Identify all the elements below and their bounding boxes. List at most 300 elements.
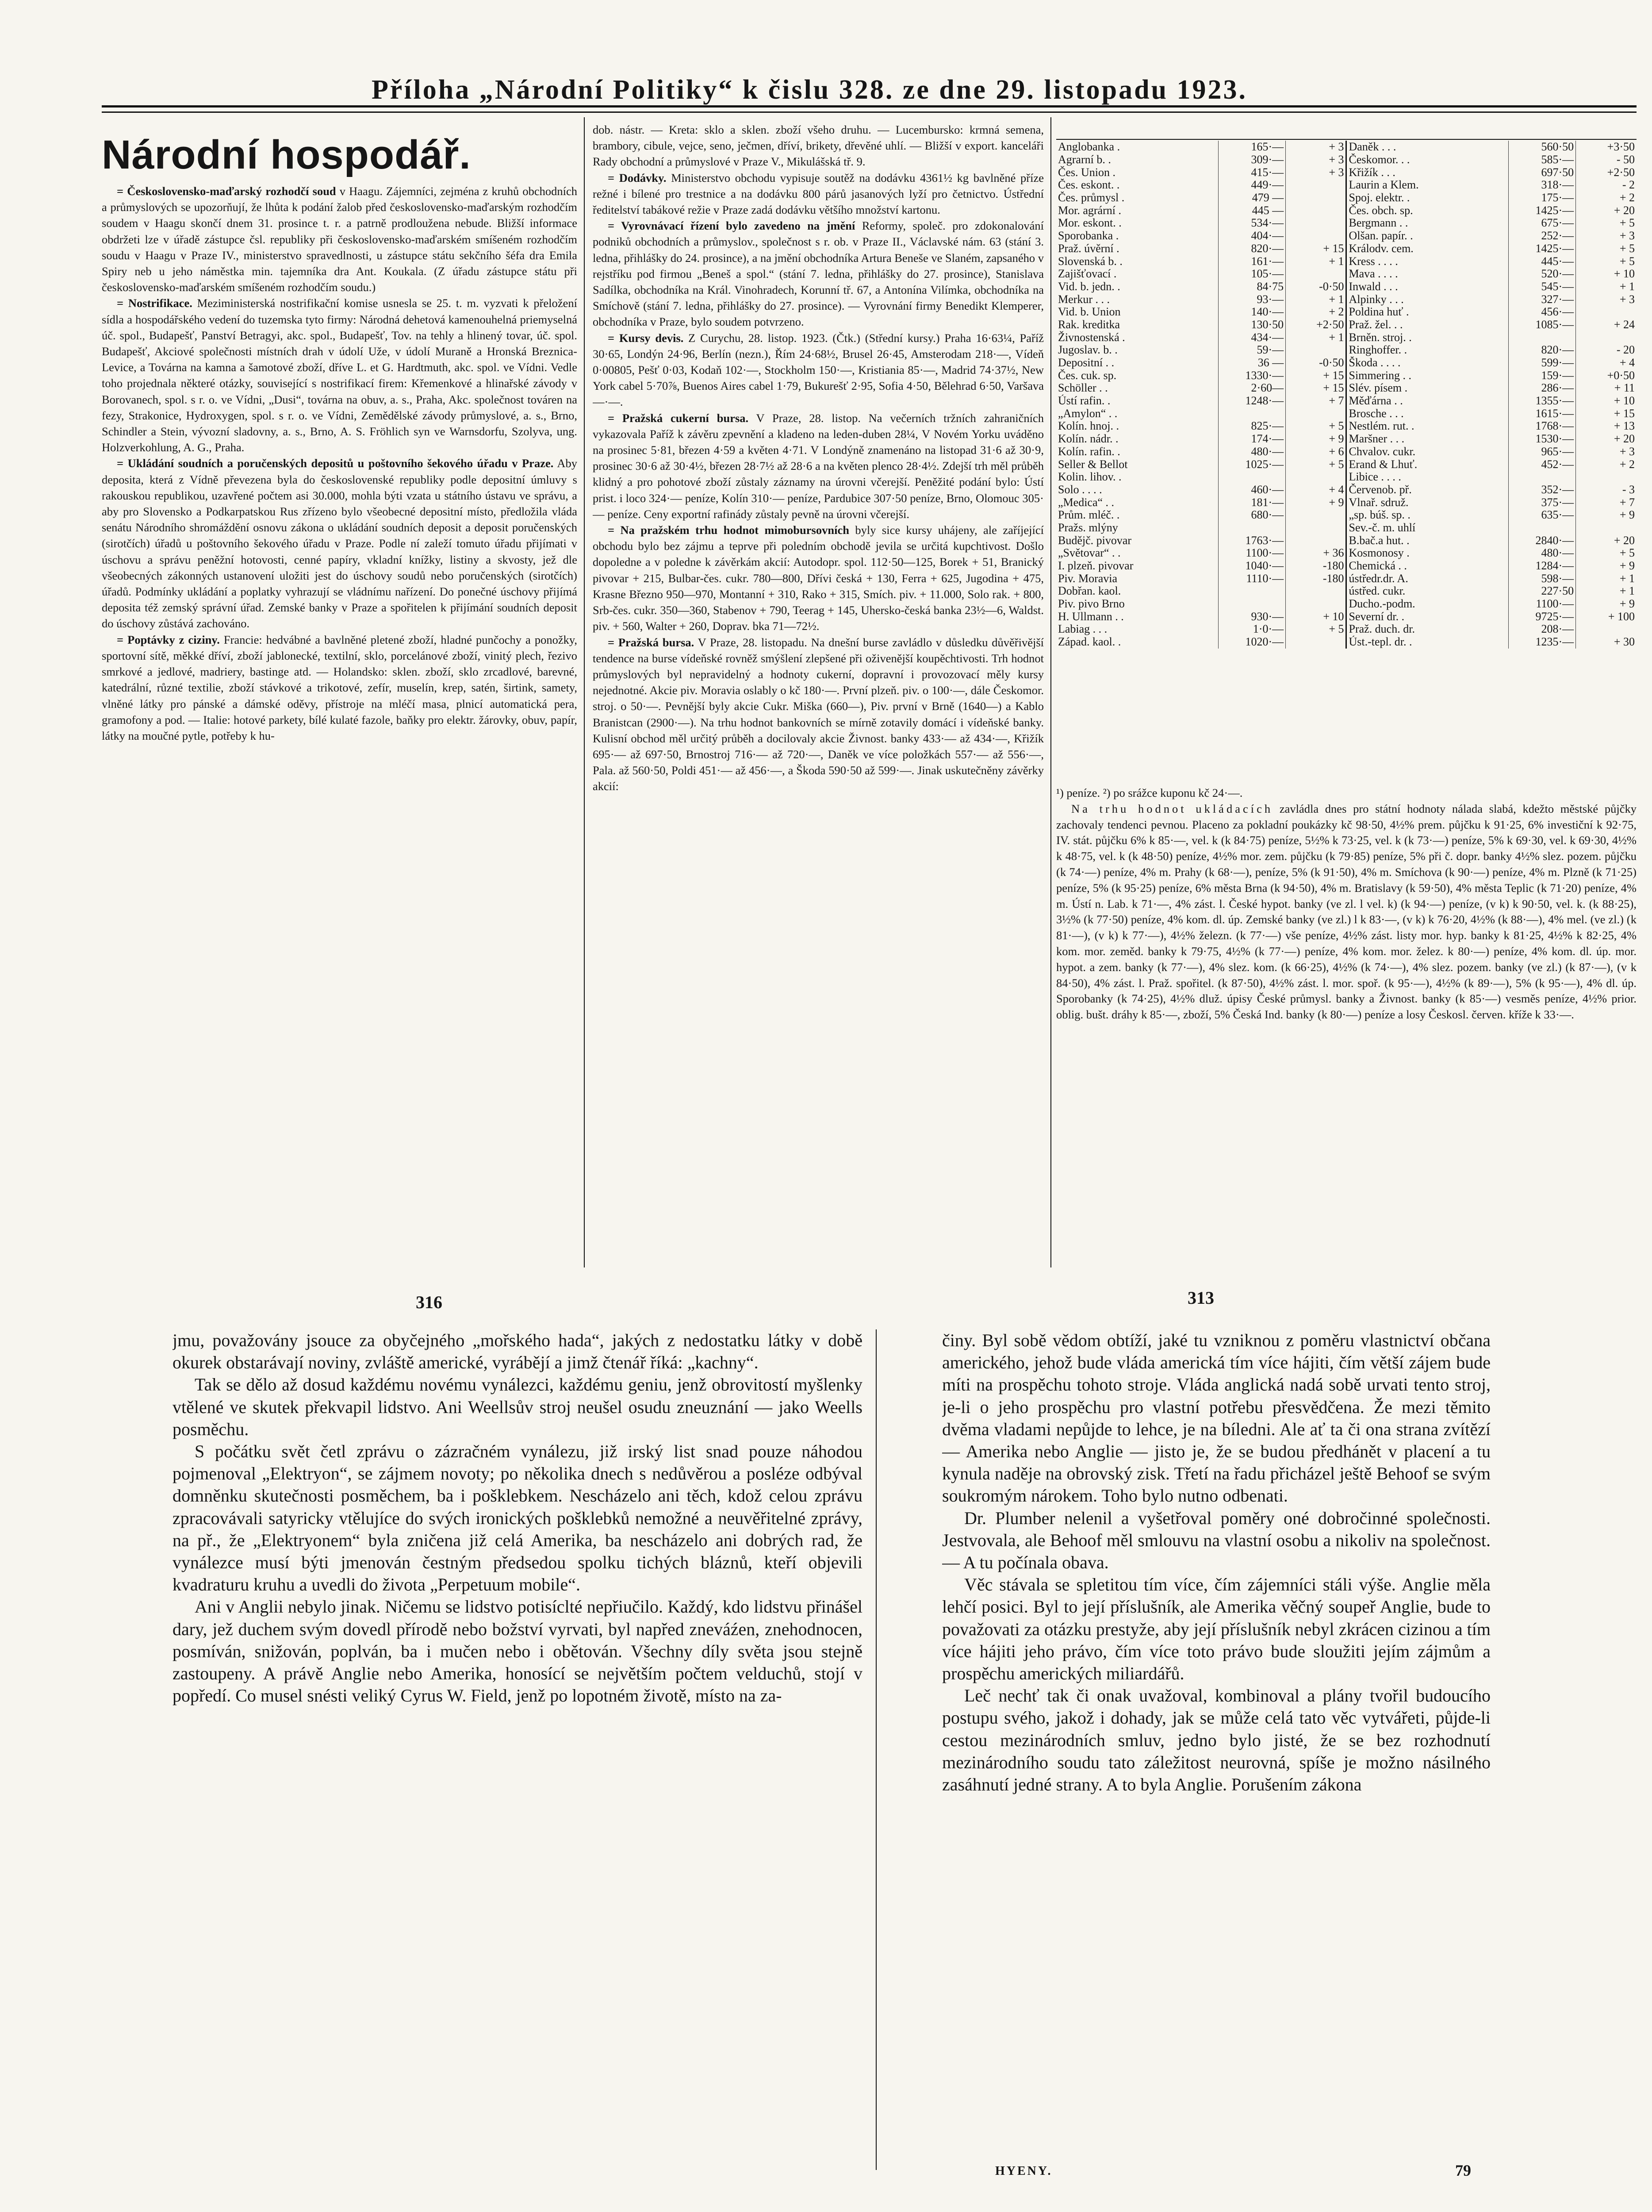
stock-name: Kress . . . . [1346,255,1508,268]
stock-price: 1248·— [1218,395,1286,407]
stock-name: Spoj. elektr. . [1346,192,1508,204]
stock-name: Škoda . . . . [1346,357,1508,369]
stock-change: + 10 [1614,394,1635,407]
stock-row [1056,572,1637,585]
stock-name: Maršner . . . [1346,433,1508,445]
stock-name: Budějč. pivovar [1056,534,1218,547]
stock-name: Kolin. lihov. . [1056,471,1218,484]
stock-row [1056,179,1637,192]
stock-price: 434·— [1218,331,1286,344]
stock-row [1056,280,1637,293]
stock-row [1056,204,1637,217]
stock-name: Rak. kreditka [1056,319,1218,331]
stock-change: + 1 [1619,280,1635,293]
stock-change: + 3 [1286,166,1346,179]
stock-change: + 7 [1286,395,1346,407]
stock-row [1056,141,1637,154]
stock-name: Ústí rafin. . [1056,395,1218,407]
stock-row [1056,230,1637,242]
stock-price: 520·— [1508,268,1576,280]
stock-name: Poldina huť . [1346,306,1508,319]
stock-price [1508,471,1576,484]
article-paragraph [593,170,1044,218]
story-paragraph: S počátku svět četl zprávu o zázračném vynálezu, již irský list snad pouze náhodou pojmenoval „Elektryon“, se zájmem novoty; po několika dnech s nedůvěrou a posléze odbýval domněnku skutečnosti posměchem, ba i pošklebkem. Nescházelo ani těch, kdož celou zprávu zpracovávali satyricky vtělujíce do svých ironických pošklebků nemožné a neuvěřitelné zprávy, na př., že „Elektryonem“ byla zničena již celá Amerika, ba nescházelo ani dobrých rad, že vynálezce musí býti jmenován čestným předsedou spolku tichých bláznů, kteří objevili kvadraturu kruhu a uvedli do života „Perpetuum mobile“. [172,1441,862,1595]
stock-price: 1330·— [1218,369,1286,382]
article-paragraph [593,122,1044,170]
stock-change [1286,585,1346,598]
stock-change: + 7 [1619,496,1635,509]
stock-change [1286,204,1346,217]
stock-change [1286,471,1346,484]
stock-change: +2·50 [1286,319,1346,331]
stock-name: „Amylon“ . . [1056,407,1218,420]
stock-name: Libice . . . . [1346,471,1508,484]
stock-change: -0·50 [1286,280,1346,293]
stock-change: + 1 [1286,255,1346,268]
stock-price: 675·— [1508,217,1576,230]
stock-name: Mava . . . . [1346,268,1508,280]
stock-price: 175·— [1508,192,1576,204]
stock-change: + 9 [1619,508,1635,522]
lower-column-rule [876,1329,877,2170]
stock-change: - 3 [1622,483,1635,496]
stock-price: 820·— [1218,242,1286,255]
stock-price: 1235·— [1508,636,1576,649]
stock-name: Pražs. mlýny [1056,522,1218,534]
stock-name: Agrarní b. . [1056,154,1218,166]
stock-name: „Světovar“ . . [1056,547,1218,560]
stock-name: Měďárna . . [1346,395,1508,407]
stock-price: 1530·— [1508,433,1576,445]
stock-change: + 20 [1614,534,1635,547]
stock-change: + 5 [1619,255,1635,268]
stock-price: 635·— [1508,509,1576,522]
stock-row [1056,547,1637,560]
stock-name: Sev.-č. m. uhlí [1346,522,1508,534]
stock-change [1576,623,1637,636]
stock-name: Piv. Moravia [1056,572,1218,585]
stock-change [1286,522,1346,534]
stock-change: + 9 [1619,597,1635,611]
stock-change: + 9 [1619,559,1635,572]
stock-change: + 5 [1286,458,1346,471]
stock-price: 1425·— [1508,204,1576,217]
stock-change: +0·50 [1607,369,1635,382]
stock-change: + 1 [1619,585,1635,598]
stock-change: + 5 [1619,242,1635,255]
stock-price: 9725·— [1508,610,1576,623]
stock-change [1286,407,1346,420]
stock-row [1056,433,1637,445]
stock-name: Kolín. rafin. . [1056,445,1218,458]
stock-change: + 4 [1286,484,1346,496]
stock-name: Čes. cuk. sp. [1056,369,1218,382]
stock-name: Ringhoffer. . [1346,344,1508,357]
stock-price: 545·— [1508,280,1576,293]
stock-row [1056,331,1637,344]
column-1-body [102,183,577,744]
story-paragraph: Tak se dělo až dosud každému novému vynálezci, každému geniu, jenž obrovitostí myšlenky vtělené ve skutek překvapil lidstvo. Ani Weellsův stroj neušel osudu zneuznání — jako Weells posměchu. [172,1375,862,1439]
stock-change: +2·50 [1607,166,1635,179]
stock-row [1056,319,1637,331]
stock-row [1056,192,1637,204]
stock-row [1056,407,1637,420]
stock-price [1218,522,1286,534]
stock-row [1056,306,1637,319]
stock-change: + 13 [1614,420,1635,433]
stock-price [1508,331,1576,344]
stock-price: 1615·— [1508,407,1576,420]
stock-row [1056,598,1637,611]
paragraph-text: byly sice kursy uhájeny, ale zaříjející obchodu bylo bez zájmu a teprve při poledním obchodě jevila se určitá kupchtivost. Došlo dopoledne a v poledne k závěrkám akcií: Autodopr. spol. 112·50—125, Borek + 51, Branický pivovar + 215, Bulbar-čes. cukr. 780—800, Dřívi česká + 130, Ferra + 625, Jugodina + 475, Krasne Březno 950—970, Montanní + 310, Rako + 315, Smích. piv. + 11.000, Solo rak. + 800, Srb-čes. cukr. 350—360, Stabenov + 790, Teerag + 145, Uhersko-česká banka 23½—6, Waldst. piv. + 560, Walter + 260, Doprav. bka 71—72½. [593,523,1044,633]
stock-row [1056,242,1637,255]
stock-name: Schöller . . [1056,382,1218,395]
stock-price: 1763·— [1218,534,1286,547]
stock-row [1056,420,1637,433]
paragraph-text: Ministerstvo obchodu vypisuje soutěž na dodávku 4361½ kg bavlněné příze režné i bílené pro trestnice a na dodávku 800 párů jasanových lyží pro četnictvo. Ústřední ředitelství tabákové režie v Praze zadá dodávku většího množství kartonu. [593,171,1044,217]
article-paragraph [102,295,577,455]
paragraph-text: V Praze, 28. listop. Na večerních tržních zahraničních vykazovala Paříž k závěru zpevnění a kladeno na leden-duben 28¼, V Novém Yorku uváděno na prosinec 5·81, březen 4·59 a květen 4·71. V Londýně znamenáno na listopad 31·6 až 30·9, prosinec 30·6 až 30·4½, březen 28·7½ až 28·6 a na květen plenco 28·4½. Zdejší trh měl průběh klidný a pro pohotové zboží zůstaly záznamy na úrovni včerejší. Peněžité podání bylo: Ústí prist. i loco 324·— peníze, Kolín 310·— peníze, Pardubice 307·50 peníze, Brno, Olomouc 305·— peníze. Ceny exportní rafinády zůstaly pevně na úrovni včerejší. [593,411,1044,521]
stock-row [1056,458,1637,471]
stock-name: Brněn. stroj. . [1346,331,1508,344]
stock-row [1056,522,1637,534]
stock-price: 1425·— [1508,242,1576,255]
paragraph-heading: = Na pražském trhu hodnot mimobursovních [608,523,849,537]
stock-price: 208·— [1508,623,1576,636]
stock-change [1576,522,1637,534]
stock-name: Labiag . . . [1056,623,1218,636]
stock-name: H. Ullmann . . [1056,610,1218,623]
stock-price: 159·— [1508,369,1576,382]
stock-price: 327·— [1508,293,1576,306]
stock-row [1056,357,1637,369]
folio-number: 79 [1455,2162,1471,2179]
stock-row [1056,484,1637,496]
article-paragraph [593,634,1044,795]
stock-change [1286,534,1346,547]
stock-name: Červenob. př. [1346,484,1508,496]
bond-market-paragraph: Na trhu hodnot ukládacích zavládla dnes pro státní hodnoty nálada slabá, kdežto městské půjčky zachovaly tendenci pevnou. Placeno za pokladní poukázky kč 98·50, 4½% prem. půjčku k 91·25, 6% investiční k 92·75, IV. stát. půjčku 6% k 85·—, vel. k (k 84·75) peníze, 5½% k 73·25, vel. k (k 73·—) peníze, 5% k 69·30, vel. k 69·30, 4½% k 48·75, vel. k (k 48·50) peníze, 4½% mor. zem. půjčku (k 79·85) peníze, 5% při č. dopr. banky 4½% slez. pozem. půjčku (k 74·—) peníze, 4% m. Prahy (k 68·—), peníze, 5% (k 91·50), 4% m. Smíchova (k 90·—) peníze, 4% m. Plzně (k 71·25) peníze, 5% (k 95·25) peníze, 6% města Brna (k 94·50), 4% m. Bratislavy (k 59·50), 4% města Teplic (k 71·20) peníze, 4% m. Ústí n. Lab. k 71·—, 4% zást. l. České hypot. banky (ve zl. l vel. k) (k 94·—) peníze, (v k) k 90·50, vel. k. (k 88·25), 3½% (k 77·50) peníze, 4% kom. dl. úp. Zemské banky (ve zl.) l k 83·—, (v k) k 76·20, 4½% (k 88·—), 4% mel. (ve zl.) (k 81·—), (v k) k 77·—), 4½% železn. (k 77·—) vše peníze, 4½% zást. listy mor. hyp. banky k 81·25, 4½% k 82·25, 4% kom. mor. zeměd. banky k 79·75, 4½% (k 77·—) peníze, 4% kom. mor. želez. k 80·—) peníze, 4% kom. dl. úp. mor. hypot. a zem. banky (k 77·—), 4% slez. kom. (k 66·25), 4½% (k 74·—), 4% slez. pozem. banky (ve zl.) (k 87·—), (v k 84·50), 4% zást. l. Praž. spořitel. (k 87·50), 4½% zást. l. mor. spoř. (k 95·—), 4½% (k 89·—), 5% (k 95·—), 4% dl. úp. Sporobanky (k 74·25), 4½% dluž. úpisy České průmysl. banky a Živnost. banky (k 85·—) vesměs peníze, 4½% prior. oblig. bušt. dráhy k 85·—, zboží, 5% Česká Ind. banky (k 80·—) peníze a losy Českosl. červen. kříže k 33·—. [1056,802,1637,1022]
stock-change: + 1 [1286,331,1346,344]
stock-price: 825·— [1218,420,1286,433]
stock-change: + 3 [1619,293,1635,306]
stock-price: 1355·— [1508,395,1576,407]
stock-price: 460·— [1218,484,1286,496]
paragraph-text: dob. nástr. — Kreta: sklo a sklen. zboží všeho druhu. — Lucembursko: krmná semena, brambory, cibule, vejce, seno, ječmen, dříví, brikety, dřevěné uhlí. — Bližší v export. kanceláři Rady obchodní a průmyslové v Praze V., Mikulášská tř. 9. [593,123,1044,169]
paragraph-text: v Haagu. Zájemníci, zejména z kruhů obchodních a průmyslových se upozorňují, že lhůta k podání žalob před československo-maďarským rozhodčím soudem v Haagu skončí dnem 31. prosince t. r. a patrně prodloužena nebude. Bližší informace obdržeti lze v úřadě zástupce čsl. republiky při československo-maďarském smíšeném rozhodčím soudu v Haagu v Praze IV., ministerstvo spravedlnosti, u zástupce státu sekčního šéfa dra Emila Spiry neb u jeho náměstka min. tajemníka dra Ant. Koukala. (Z úřadu zástupce státu při československo-maďarském smíšeném rozhodčím soudu.) [102,184,577,294]
stock-name: Čes. Union . [1056,166,1218,179]
stock-row [1056,217,1637,230]
stock-price: 534·— [1218,217,1286,230]
stock-price: 598·— [1508,572,1576,585]
paragraph-text: Meziministerská nostrifikační komise usnesla se 25. t. m. vyzvati k přeložení sídla a hospodářského vedení do tuzemska tyto firmy: Národná dehetová kamenouhelná priemyselná úč. spol., Budapešť, Panství Betragyi, akc. spol., Budapešť, Tov. na tehly a hlinený tovar, úč. spol. Budapešť, Akciové společnosti místních drah v údolí Uže, v údolí Muraně a Hronská Breznica-Levice, a Továrna na kamna a šamotové zboží, dříve L. et G. Hardtmuth, akc. spol. ve Vídni. Vedle toho projednala některé otázky, související s nostrifikací firem: Křemenkové a hlinařské závody v Borovanech, spol. s r. o. ve Vídni, „Dusi“, továrna na obuv, a. s., Praha, Akc. společnost továren na fezy, Strakonice, Hydroxygen, spol. s r. o. ve Vídni, Zemědělské závody průmyslové, a. s., Brno, Schindler a Stein, vývozní sladovny, a. s., Brno, A. S. Fröhlich syn ve Warnsdorfu, Szolyva, ung. Holzverkohlung, A. G., Praha. [102,296,577,454]
stock-name: Vlnař. sdruž. [1346,496,1508,509]
stock-price [1218,407,1286,420]
stock-name: Úst.-tepl. dr. . [1346,636,1508,649]
stock-change: + 9 [1286,496,1346,509]
stock-price: 130·50 [1218,319,1286,331]
stock-name: Simmering . . [1346,369,1508,382]
stock-row [1056,534,1637,547]
stock-name: Olšan. papír. . [1346,230,1508,242]
masthead-rule-top [102,105,1637,108]
paragraph-heading: = Kursy devis. [608,331,684,345]
stock-price: 252·— [1508,230,1576,242]
stock-name: Ducho.-podm. [1346,598,1508,611]
stock-name: Erand & Lhuť. [1346,458,1508,471]
article-paragraph [102,632,577,744]
stock-price: 445 — [1218,204,1286,217]
paragraph-heading: = Pražská cukerní bursa. [608,411,749,425]
stock-row [1056,154,1637,166]
stock-price: 1284·— [1508,560,1576,572]
paragraph-heading: = Československo-maďarský rozhodčí soud [117,184,336,198]
masthead-rule-bottom [102,111,1637,113]
bond-market-report [1056,785,1637,1263]
stock-price: 2·60— [1218,382,1286,395]
stock-name: Křižík . . . [1346,166,1508,179]
stock-change: -180 [1286,572,1346,585]
stock-change: + 24 [1614,318,1635,331]
stock-change: + 10 [1614,267,1635,280]
stock-name: Nestlém. rut. . [1346,420,1508,433]
story-paragraph: Věc stávala se spletitou tím více, čím zájemníci stáli výše. Anglie měla lehčí posici. Byl to její příslušník, ale Amerika věčný soupeř Anglie, bude to považovati za otázku prestyže, aby její příslušník nebyl zkrácen cizinou a tím více hájiti jeho právo, čím více toto právo bude sloužiti jejím zájmům a prospěchu amerických miliardářů. [942,1575,1491,1684]
stock-name: Dobřan. kaol. [1056,585,1218,598]
paragraph-text: Francie: hedvábné a bavlněné pletené zboží, hladné punčochy a ponožky, sportovní sítě, měkké dříví, zboží jablonecké, textilní, sklo, porcelánové zboží, vinitý plech, řezivo smrkové a jedlové, madriery, bastinge atd. — Holandsko: sklen. zboží, sklo zrcadlové, barevné, katedrální, různé textilie, zboží stávkové a trikotové, zefír, muselín, krep, satén, širtink, samety, vlněné látky pro pánské a dámské oděvy, přístroje na mléčí masa, plnicí automatická pera, gramofony a pod. — Italie: hotové parkety, bílé kulaté fazole, baňky pro elektr. žárovky, obuv, papír, látky na moučné pytle, potřeby k hu- [102,633,577,742]
stock-change: -180 [1286,560,1346,572]
stock-row [1056,255,1637,268]
stock-price: 404·— [1218,230,1286,242]
story-paragraph: jmu, považovány jsouce za obyčejného „mořského hada“, jakých z nedostatku látky v době okurek obstarávají noviny, zvláště americké, vyrábějí a jimž čtenář říká: „kachny“. [172,1330,862,1373]
stock-row [1056,369,1637,382]
stock-change [1286,344,1346,357]
stock-price: 174·— [1218,433,1286,445]
stock-change [1286,230,1346,242]
stock-change: + 20 [1614,432,1635,445]
stock-price: 36 — [1218,357,1286,369]
stock-price: 93·— [1218,293,1286,306]
stock-price: 1020·— [1218,636,1286,649]
page-number-right: 313 [1188,1288,1214,1308]
stock-price: 1110·— [1218,572,1286,585]
stock-name: Kosmonosy . [1346,547,1508,560]
stock-name: Živnostenská . [1056,331,1218,344]
stock-price: 697·50 [1508,166,1576,179]
stock-row [1056,509,1637,522]
stock-name: Slovenská b. . [1056,255,1218,268]
stock-name: Praž. duch. dr. [1346,623,1508,636]
paragraph-heading: = Vyrovnávací řízení bylo zavedeno na jmění [608,219,855,233]
paragraph-text: Reformy, společ. pro zdokonalování podniků obchodních a průmyslov., společnost s r. ob. v Praze II., Václavské nám. 63 (stání 3. ledna, přihlášky do 24. prosince), a na jmění obchodníka Artura Beneše ve Slaném, zapsaného v rejstříku pod firmou „Beneš a spol.“ (stání 7. ledna, přihlášky do 27. prosince), Stanislava Sadílka, obchodníka na Král. Vinohradech, Korunní tř. 67, a Antonína Vilímka, obchodníka na Smíchově (stání 7. ledna, přihlášky do 27. prosince). — Vyrovnání firmy Benedikt Klemperer, obchodníka v Praze, bylo soudem potvrzeno. [593,219,1044,329]
stock-price: 286·— [1508,382,1576,395]
article-paragraph [102,455,577,631]
story-column-right [942,1329,1491,2161]
stock-name: Piv. pivo Brno [1056,598,1218,611]
stock-name: Praž. žel. . . [1346,319,1508,331]
stock-name: Alpinky . . . [1346,293,1508,306]
stock-name: Prům. mléč. . [1056,509,1218,522]
stock-name: Čes. obch. sp. [1346,204,1508,217]
stock-row [1056,293,1637,306]
section-title: Národní hospodář. [102,133,471,177]
stock-name: Vid. b. jedn. . [1056,280,1218,293]
stock-price: 480·— [1508,547,1576,560]
stock-change: + 11 [1614,382,1635,395]
stock-name: Zajišťovací . [1056,268,1218,280]
stock-price: 415·— [1218,166,1286,179]
stock-name: ústřed. cukr. [1346,585,1508,598]
stock-footnote: ¹) peníze. ²) po srážce kuponu kč 24·—. [1056,786,1243,799]
stock-change: + 1 [1286,293,1346,306]
stock-change: + 20 [1614,204,1635,217]
stock-row [1056,166,1637,179]
serial-signature: HYENY. [995,2164,1053,2178]
stock-name: „Medica“ . . [1056,496,1218,509]
stock-name: Brosche . . . [1346,407,1508,420]
stock-change [1576,471,1637,484]
stock-price: 181·— [1218,496,1286,509]
stock-name: Praž. úvěrní . [1056,242,1218,255]
stock-change [1286,509,1346,522]
stock-change: - 20 [1616,344,1635,357]
stock-name: Jugoslav. b. . [1056,344,1218,357]
stock-name: ústředr.dr. A. [1346,572,1508,585]
stock-name: Depositní . . [1056,357,1218,369]
stock-price: 1100·— [1508,598,1576,611]
stock-change: + 15 [1286,382,1346,395]
stock-name: Západ. kaol. . [1056,636,1218,649]
story-paragraph: Dr. Plumber nelenil a vyšetřoval poměry oné dobročinné společnosti. Jestvovala, ale Behoof měl smlouvu na vlastní osobu a nikoliv na společnost. — A tu počínala obava. [942,1508,1491,1573]
stock-change [1286,268,1346,280]
stock-quotes-table [1056,141,1637,649]
stock-name: Králodv. cem. [1346,242,1508,255]
stock-price: 105·— [1218,268,1286,280]
stock-change: + 3 [1619,445,1635,458]
story-column-left [172,1329,862,2161]
stock-name: Vid. b. Union [1056,306,1218,319]
stock-change: + 15 [1614,407,1635,420]
stock-price: 59·— [1218,344,1286,357]
stock-price: 140·— [1218,306,1286,319]
stock-name: Inwald . . . [1346,280,1508,293]
stock-table-top-rule [1056,139,1637,140]
stock-row [1056,623,1637,636]
stock-row [1056,344,1637,357]
stock-change: + 15 [1286,369,1346,382]
stock-name: Čes. eskont. . [1056,179,1218,192]
stock-name: Českomor. . . [1346,154,1508,166]
stock-change [1286,598,1346,611]
article-paragraph [102,183,577,295]
stock-price: 1100·— [1218,547,1286,560]
stock-price: 1·0·— [1218,623,1286,636]
stock-price: 84·75 [1218,280,1286,293]
stock-name: I. plzeň. pivovar [1056,560,1218,572]
article-paragraph [593,522,1044,634]
stock-price: 930·— [1218,610,1286,623]
masthead: Příloha „Národní Politiky“ k čislu 328. ze dne 29. listopadu 1923. [371,75,1248,105]
stock-name: Kolín. nádr. . [1056,433,1218,445]
stock-name: Sporobanka . [1056,230,1218,242]
stock-price: 449·— [1218,179,1286,192]
stock-price [1508,522,1576,534]
stock-change [1286,636,1346,649]
stock-change: +3·50 [1607,141,1635,154]
stock-change: + 36 [1286,547,1346,560]
stock-row [1056,471,1637,484]
stock-price: 965·— [1508,445,1576,458]
stock-change [1576,306,1637,319]
stock-name: Merkur . . . [1056,293,1218,306]
stock-row [1056,585,1637,598]
stock-price [1218,598,1286,611]
stock-change [1286,217,1346,230]
stock-row [1056,636,1637,649]
stock-change: + 15 [1286,242,1346,255]
stock-price: 585·— [1508,154,1576,166]
stock-price: 1085·— [1508,319,1576,331]
stock-row [1056,268,1637,280]
stock-row [1056,395,1637,407]
stock-change: + 4 [1619,356,1635,369]
paragraph-heading: = Poptávky z ciziny. [117,633,220,646]
stock-price [1218,471,1286,484]
stock-change: -0·50 [1286,357,1346,369]
stock-row [1056,496,1637,509]
stock-name: Chemická . . [1346,560,1508,572]
stock-price: 599·— [1508,357,1576,369]
article-paragraph [593,410,1044,522]
story-right-body [942,1329,1491,1796]
story-paragraph: Leč nechť tak či onak uvažoval, kombinoval a plány tvořil budoucího postupu svého, jakož i dohady, jak se může celá tato věc vytvářeti, půjde-li cestou mezinárodních smluv, jedno bylo jisté, že se bez rozhodnutí mezinárodního soudu tato záležitost neurovná, spíše je možno násilného zasáhnutí jedné strany. A to byla Anglie. Porušením zákona [942,1686,1491,1795]
stock-price: 820·— [1508,344,1576,357]
story-paragraph: Ani v Anglii nebylo jinak. Ničemu se lidstvo potisíclté nepřiučilo. Každý, kdo lidstvu přinášel dary, jež duchem svým dovedl přírodě nebo božství vyrvati, byl napřed zneváźen, znehodnocen, posmíván, snižován, poplván, ba i mučen nebo i obětován. Všechny díly světa jsou stejně zastoupeny. A právě Anglie nebo Amerika, honosící se největším počtem velduchů, stojí v popředí. Co musel snésti veliký Cyrus W. Field, jenž po lopotném životě, místo na za- [172,1597,862,1706]
stock-name: Mor. eskont. . [1056,217,1218,230]
page-number-left: 316 [416,1292,442,1312]
column-rule-2 [1050,117,1051,1267]
stock-name: Seller & Bellot [1056,458,1218,471]
stock-name: B.bač.a hut. . [1346,534,1508,547]
stock-name: Slév. písem . [1346,382,1508,395]
stock-price: 1040·— [1218,560,1286,572]
stock-change: + 30 [1614,635,1635,649]
article-paragraph [593,218,1044,330]
article-paragraph [593,330,1044,410]
stock-change [1576,331,1637,344]
stock-price: 2840·— [1508,534,1576,547]
stock-change: + 2 [1619,191,1635,204]
stock-change: + 5 [1619,217,1635,230]
stock-change: + 5 [1286,420,1346,433]
paragraph-text: Aby deposita, která z Vídně převezena byla do československé republiky podle depositní úmluvy s rakouskou republikou, uzavřené počtem asi 30.000, mohla býti vzata u státního ústavu ve správu, a aby pro Slovensko a Podkarpatskou Rus zřízeno bylo všeobecné depositní místo, předložila vláda senátu Národního shromáždění osnovu zákona o ukládání soudních deposit a deposit poručenských (sirotčích) úřadů u poštovního šekového úřadu v Praze. Podle ní zaleží tomuto úřadu přijímati v úschovu a správu peněžní hotovosti, cenné papíry, vkladní knížky, listiny a skvosty, jež dle všeobecných zákonných ustanovení uložiti jest do úschovy soudů nebo poručenských (sirotčích) úřadů. Podmínky ukládání a poplatky vyhrazují se vládnímu nařízení. Do ponečné úschovy přijímá deposita též zemský správní úřad. Zemské banky v Praze a spořitelen k přijímání soudních deposit do úschovy zůstává zachováno. [102,457,577,630]
stock-table [1056,141,1637,649]
stock-change: - 50 [1616,153,1635,166]
stock-price: 161·— [1218,255,1286,268]
stock-name: Kolín. hnoj. . [1056,420,1218,433]
paragraph-text: Z Curychu, 28. listop. 1923. (Čtk.) (Střední kursy.) Praha 16·63¼, Paříž 30·65, Londýn 24·96, Berlín (nezn.), Řím 24·68½, Brusel 26·45, Amsterodam 218·—, Vídeň 0·00805, Pešť 0·03, Kodaň 102·—, Stockholm 150·—, Kristiania 85·—, Madrid 74·37½, New York cabel 5·70⅞, Buenos Aires cabel 1·79, Bukurešť 2·95, Sofia 4·50, Bělehrad 6·50, Varšava —·—. [593,331,1044,409]
stock-change: + 5 [1619,547,1635,560]
stock-name: Solo . . . . [1056,484,1218,496]
stock-price: 309·— [1218,154,1286,166]
stock-price: 165·— [1218,141,1286,154]
stock-name: Anglobanka . [1056,141,1218,154]
stock-row [1056,445,1637,458]
stock-price: 227·50 [1508,585,1576,598]
stock-name: Severní dr. . [1346,610,1508,623]
stock-change: + 5 [1286,623,1346,636]
stock-change: + 3 [1286,154,1346,166]
stock-price: 456·— [1508,306,1576,319]
